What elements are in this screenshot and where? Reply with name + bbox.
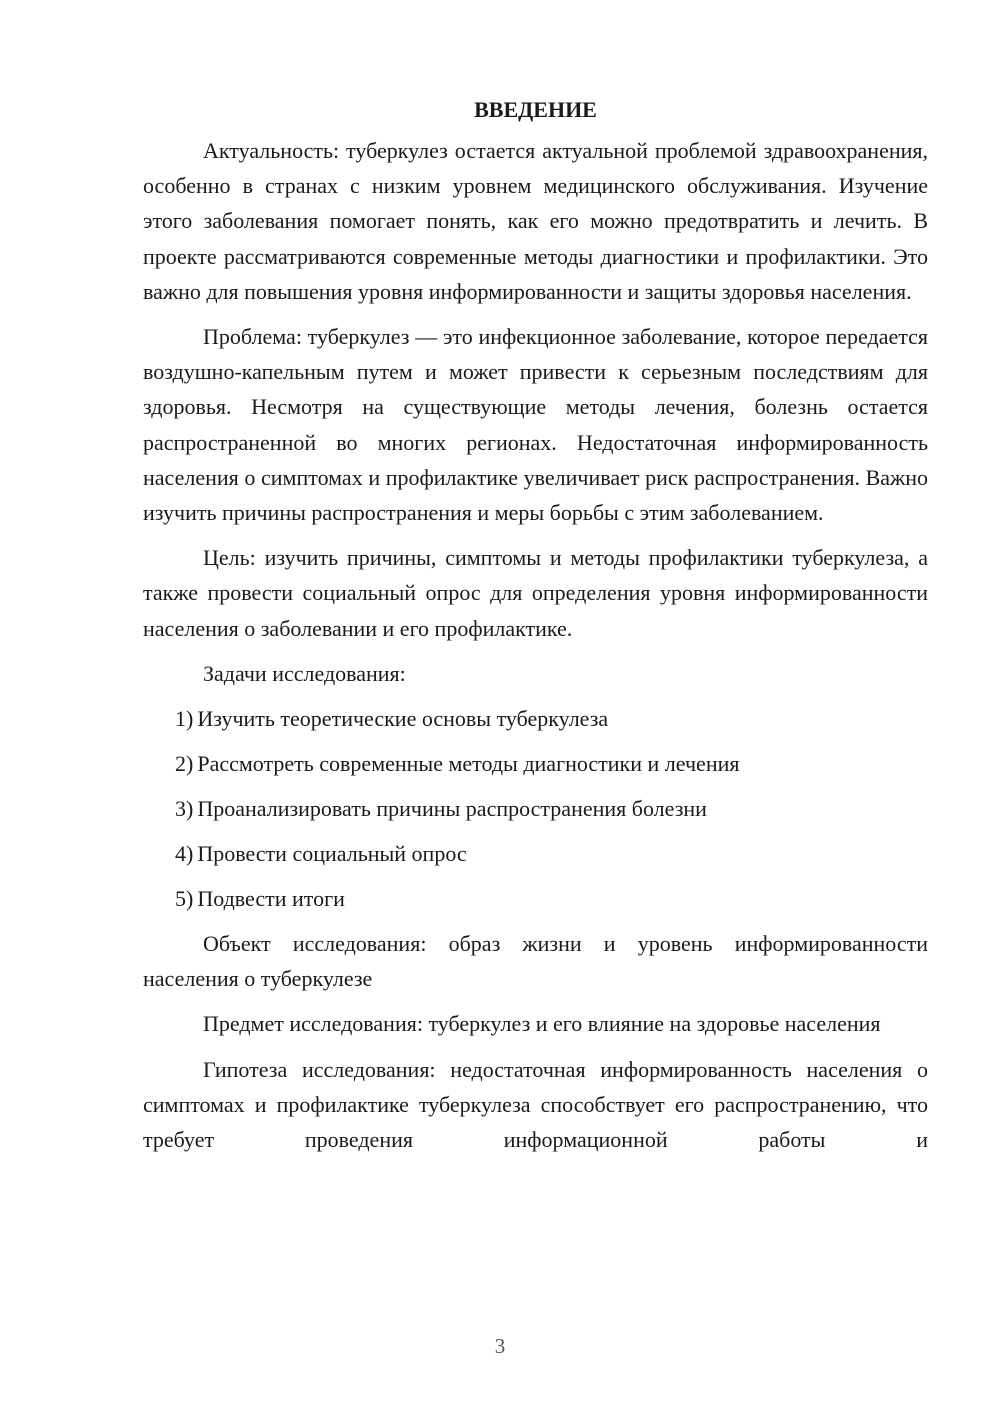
task-number: 3) xyxy=(175,796,194,822)
object-paragraph: Объект исследования: образ жизни и уровень информированности населения о туберкулезе xyxy=(143,931,928,992)
task-text: Рассмотреть современные методы диагностики и лечения xyxy=(197,751,740,777)
page-number: 3 xyxy=(494,1334,506,1358)
tasks-heading: Задачи исследования: xyxy=(203,660,406,686)
subject-paragraph: Предмет исследования: туберкулез и его влияние на здоровье населения xyxy=(203,1011,881,1037)
task-item xyxy=(143,836,928,881)
task-item xyxy=(143,746,928,791)
task-number: 5) xyxy=(175,886,194,912)
task-text: Подвести итоги xyxy=(197,886,345,912)
problem-paragraph: Проблема: туберкулез — это инфекционное заболевание, которое передается воздушно-капельным путем и может привести к серьезным последствиям для здоровья. Несмотря на существующие методы лечения, болезнь остается распространенной во многих регионах. Недостаточная информированность населения о симптомах и профилактике увеличивает риск распространения. Важно изучить причины распространения и меры борьбы с этим заболеванием. xyxy=(143,324,928,526)
task-item xyxy=(143,791,928,836)
task-text: Провести социальный опрос xyxy=(197,841,467,867)
relevance-paragraph: Актуальность: туберкулез остается актуальной проблемой здравоохранения, особенно в странах с низким уровнем медицинского обслуживания. Изучение этого заболевания помогает понять, как его можно предотвратить и лечить. В проекте рассматриваются современные методы диагностики и профилактики. Это важно для повышения уровня информированности и защиты здоровья населения. xyxy=(143,138,928,304)
task-number: 2) xyxy=(175,751,194,777)
task-item xyxy=(143,701,928,746)
task-text: Проанализировать причины распространения болезни xyxy=(197,796,707,822)
section-title: ВВЕДЕНИЕ xyxy=(474,97,597,122)
document-page xyxy=(143,94,928,1157)
task-number: 1) xyxy=(175,706,194,732)
task-item xyxy=(143,881,928,926)
task-number: 4) xyxy=(175,841,194,867)
goal-paragraph: Цель: изучить причины, симптомы и методы профилактики туберкулеза, а также провести социальный опрос для определения уровня информированности населения о заболевании и его профилактике. xyxy=(143,545,928,641)
hypothesis-paragraph: Гипотеза исследования: недостаточная информированность населения о симптомах и профилактике туберкулеза способствует его распространению, что требует проведения информационной работы и xyxy=(143,1056,928,1153)
task-text: Изучить теоретические основы туберкулеза xyxy=(197,706,609,732)
